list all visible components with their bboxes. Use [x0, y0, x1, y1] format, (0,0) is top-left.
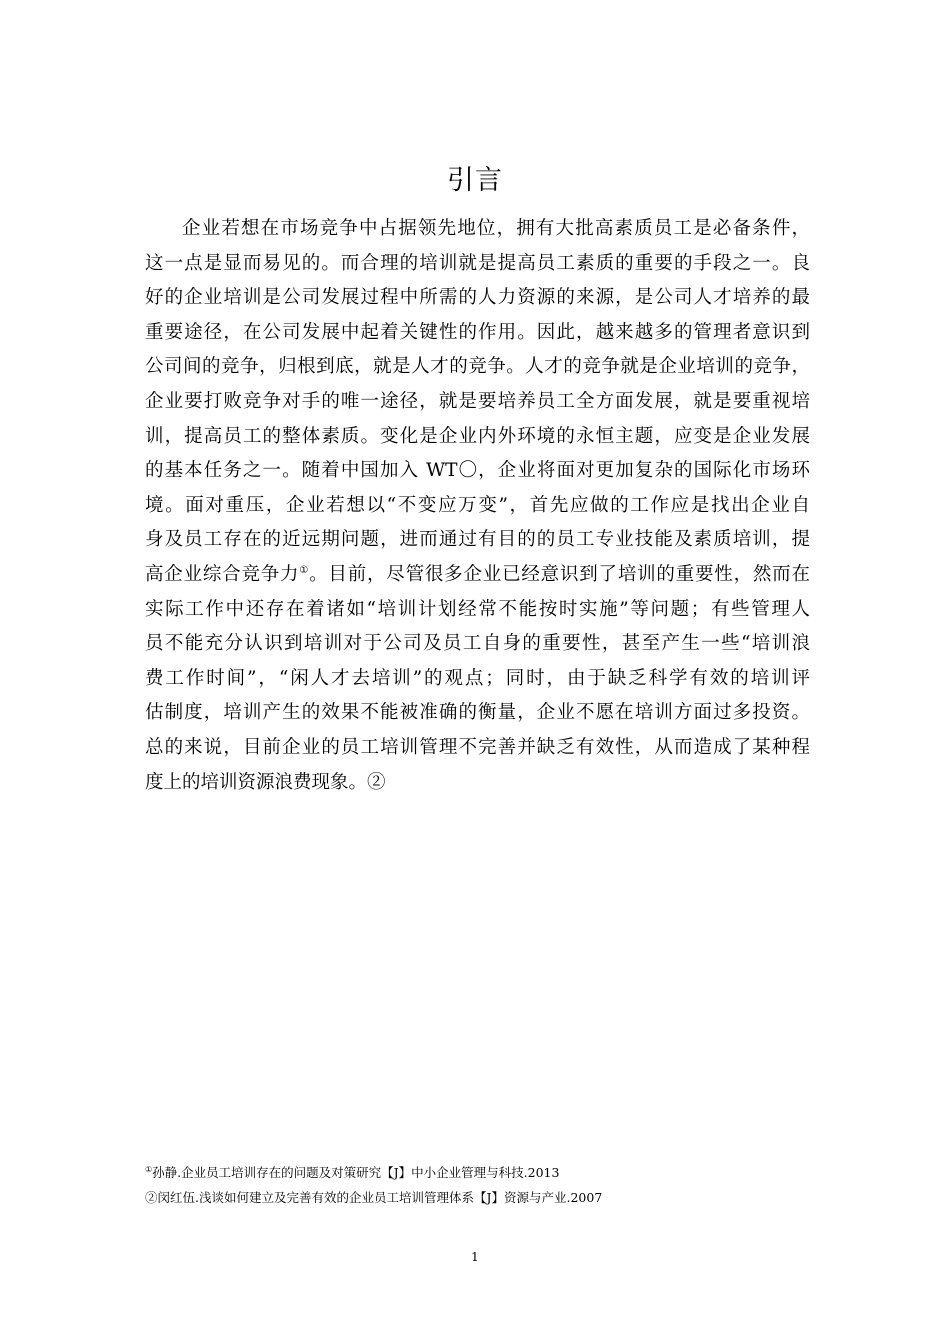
footnote-text: 孙静.企业员工培训存在的问题及对策研究【J】中小企业管理与科技.2013 [152, 1165, 560, 1180]
footnote-reference: ① [299, 564, 310, 576]
paragraph-line: 度上的培训资源浪费现象。② [145, 771, 386, 793]
paragraph-line: 身及员工存在的近远期问题，进而通过有目的的员工专业技能及素质培训，提 [145, 529, 810, 551]
paragraph-line: 企业若想在市场竞争中占据领先地位，拥有大批高素质员工是必备条件， [182, 218, 810, 239]
footnote-text: ②闵红伍.浅谈如何建立及完善有效的企业员工培训管理体系【J】资源与产业.2007 [145, 1190, 603, 1205]
paragraph-line: 企业要打败竞争对手的唯一途径，就是要培养员工全方面发展，就是要重视培 [145, 390, 810, 412]
body-paragraph [145, 212, 810, 800]
line-text: 高企业综合竞争力 [145, 563, 300, 585]
paragraph-line: 员不能充分认识到培训对于公司及员工自身的重要性，甚至产生一些“培训浪 [145, 633, 810, 655]
paragraph-line: 总的来说，目前企业的员工培训管理不完善并缺乏有效性，从而造成了某种程 [145, 736, 810, 758]
paragraph-line: 重要途径，在公司发展中起着关键性的作用。因此，越来越多的管理者意识到 [145, 321, 810, 343]
footnote [145, 1185, 602, 1210]
footnote [145, 1160, 602, 1185]
paragraph-line: 训，提高员工的整体素质。变化是企业内外环境的永恒主题，应变是企业发展 [145, 425, 810, 447]
paragraph-line: 公司间的竞争，归根到底，就是人才的竞争。人才的竞争就是企业培训的竞争， [145, 356, 810, 378]
paragraph-line-with-footnote [145, 558, 810, 593]
paragraph-line: 实际工作中还存在着诸如“培训计划经常不能按时实施”等问题；有些管理人 [145, 598, 810, 620]
paragraph-line: 估制度，培训产生的效果不能被准确的衡量，企业不愿在培训方面过多投资。 [145, 702, 810, 724]
line-text: 。目前，尽管很多企业已经意识到了培训的重要性，然而在 [309, 563, 810, 585]
paragraph-line: 境。面对重压，企业若想以“不变应万变”，首先应做的工作应是找出企业自 [145, 494, 810, 516]
paragraph-line: 的基本任务之一。随着中国加入 WT〇，企业将面对更加复杂的国际化市场环 [145, 460, 810, 482]
page-title: 引言 [447, 165, 503, 196]
paragraph-line: 好的企业培训是公司发展过程中所需的人力资源的来源，是公司人才培养的最 [145, 287, 810, 309]
paragraph-line: 费工作时间”，“闲人才去培训”的观点；同时，由于缺乏科学有效的培训评 [145, 667, 810, 689]
footnotes [145, 1160, 602, 1210]
footnote-mark: ① [145, 1164, 153, 1174]
paragraph-line: 这一点是显而易见的。而合理的培训就是提高员工素质的重要的手段之一。良 [145, 252, 810, 274]
page-number: 1 [471, 1250, 479, 1264]
